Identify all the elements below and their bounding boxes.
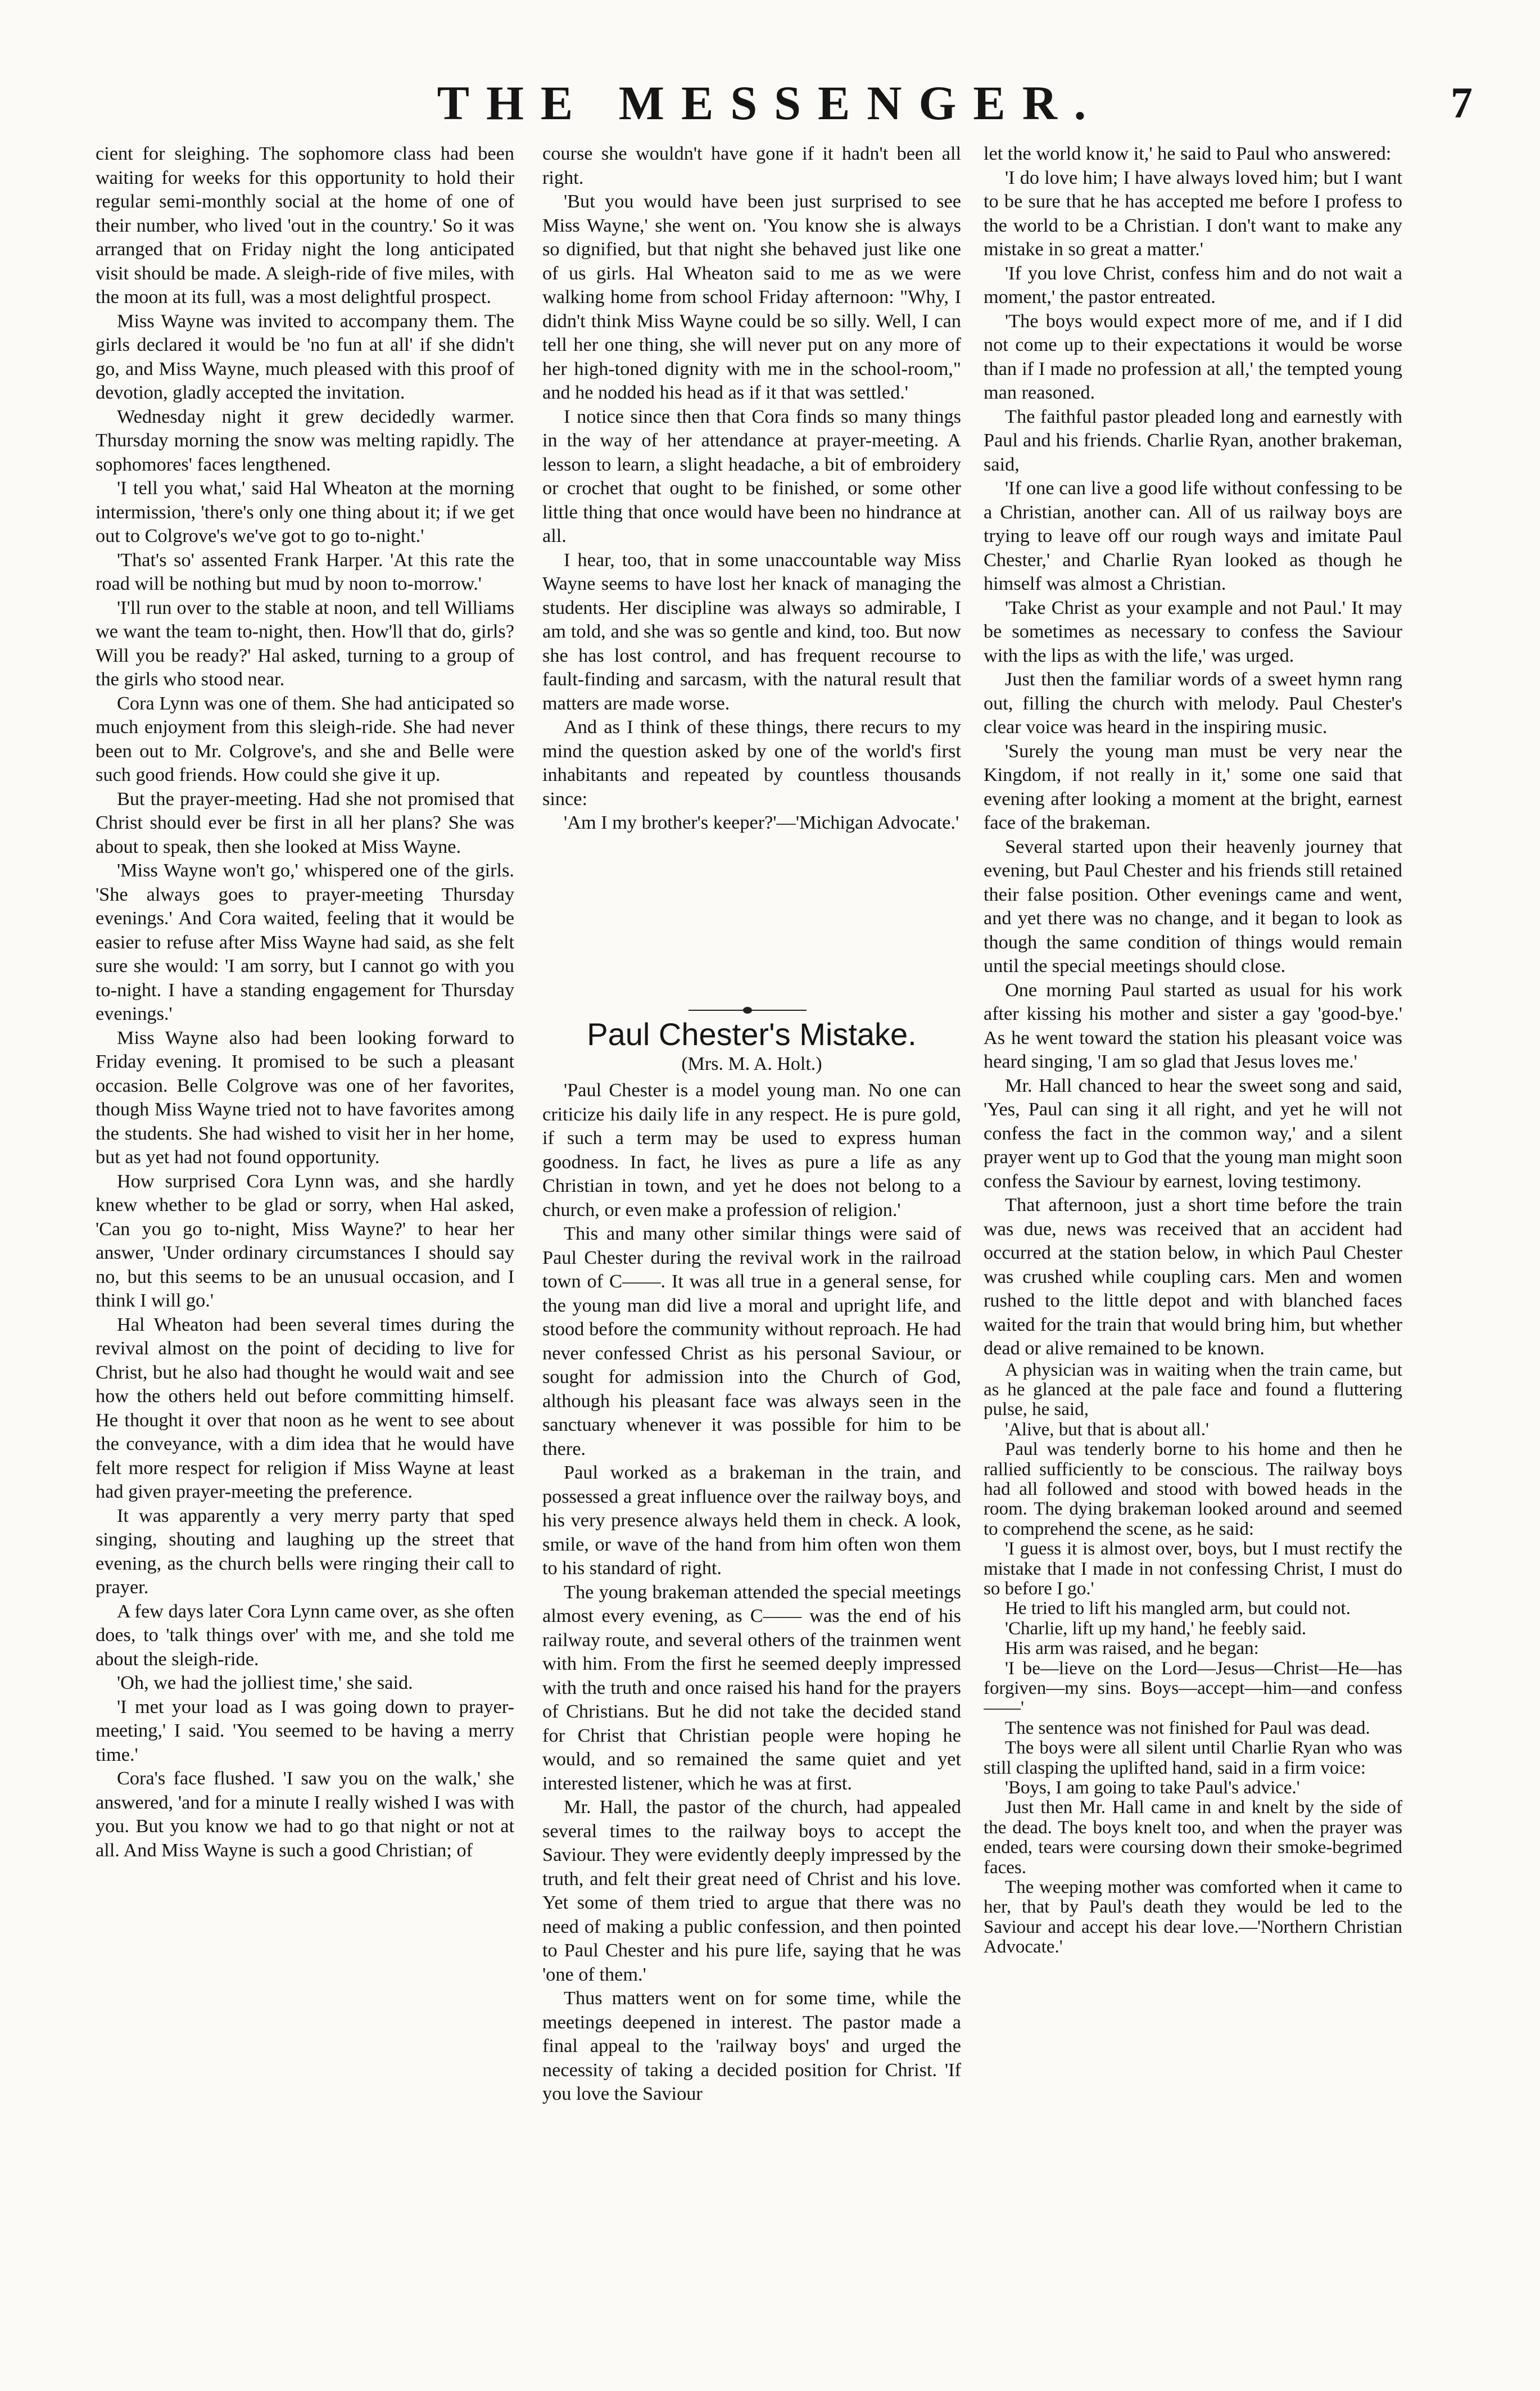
paragraph: 'But you would have been just surprised to see Miss Wayne,' she went on. 'You know she is always so dignified, but that night she behaved just like one of us girls. Hal Wheaton said to me as we were walking home from school Friday afternoon: "Why, I didn't think Miss Wayne could be so silly. Well, I can tell her one thing, she will never put on any more of her high-toned dignity with me in the school-room," and he nodded his head as if it that was settled.' bbox=[542, 191, 961, 403]
paragraph: Cora's face flushed. 'I saw you on the walk,' she answered, 'and for a minute I really wished I was with you. But you know we had to go that night or not at all. And Miss Wayne is such a good Christian; of bbox=[96, 1768, 514, 1861]
paragraph: How surprised Cora Lynn was, and she hardly knew whether to be glad or sorry, when Hal asked, 'Can you go to-night, Miss Wayne?' to hear her answer, 'Under ordinary circumstances I should say no, but this seems to be an unusual occasion, and I think I will go.' bbox=[96, 1170, 514, 1311]
paragraph: 'Charlie, lift up my hand,' he feebly said. bbox=[1005, 1618, 1307, 1639]
paragraph: Paul was tenderly borne to his home and then he rallied sufficiently to be conscious. The railway boys had all followed and stood with bowed heads in the room. The dying brakeman looked around and seemed to comprehend the scene, as he said: bbox=[984, 1439, 1402, 1539]
paragraph: 'Oh, we had the jolliest time,' she said. bbox=[117, 1672, 413, 1693]
paragraph: Just then the familiar words of a sweet hymn rang out, filling the church with melody. Paul Chester's clear voice was heard in the inspiring music. bbox=[984, 668, 1402, 738]
paragraph: cient for sleighing. The sophomore class had been waiting for weeks for this opportunity to hold their regular semi-monthly social at the home of one of their number, who lived 'out in the country.' So it was arranged that on Friday night the long anticipated visit should be made. A sleigh-ride of five miles, with the moon at its full, was a most delightful prospect. bbox=[96, 143, 514, 308]
divider-ornament bbox=[743, 1007, 752, 1014]
paragraph: 'Alive, but that is about all.' bbox=[1005, 1419, 1209, 1440]
paragraph: 'Miss Wayne won't go,' whispered one of the girls. 'She always goes to prayer-meeting Thursday evenings.' And Cora waited, feeling that it would be easier to refuse after Miss Wayne had said, as she felt sure she would: 'I am sorry, but I cannot go with you to-night. I have a standing engagement for Thursday evenings.' bbox=[96, 860, 514, 1024]
paragraph: This and many other similar things were said of Paul Chester during the revival work in the railroad town of C——. It was all true in a general sense, for the young man did live a moral and upright life, and stood before the community without reproach. He had never confessed Christ as his personal Saviour, or sought for admission into the Church of God, although his pleasant face was always seen in the sanctuary whenever it was possible for him to be there. bbox=[542, 1223, 961, 1459]
article-headline: Paul Chester's Mistake. bbox=[587, 1016, 917, 1052]
paragraph: 'I tell you what,' said Hal Wheaton at the morning intermission, 'there's only one thing about it; if we get out to Colgrove's we've got to go to-night.' bbox=[96, 477, 514, 546]
paragraph: Hal Wheaton had been several times during the revival almost on the point of deciding to live for Christ, but he also had thought he would wait and see how the others held out before committing himself. He thought it over that noon as he went to see about the conveyance, with a dim idea that he would have felt more respect for religion if Miss Wayne at least had given prayer-meeting the preference. bbox=[96, 1313, 514, 1502]
paragraph: I notice since then that Cora finds so many things in the way of her attendance at prayer-meeting. A lesson to learn, a slight headache, a bit of embroidery or crochet that ought to be finished, or some other little thing that once would have been no hindrance at all. bbox=[542, 405, 961, 546]
paragraph: 'If you love Christ, confess him and do not wait a moment,' the pastor entreated. bbox=[984, 262, 1402, 308]
paragraph: 'Am I my brother's keeper?'—'Michigan Advocate.' bbox=[564, 812, 959, 833]
paragraph: Miss Wayne was invited to accompany them. The girls declared it would be 'no fun at all' if she didn't go, and Miss Wayne, much pleased with this proof of devotion, gladly accepted the invitation. bbox=[96, 310, 514, 403]
paragraph: A physician was in waiting when the train came, but as he glanced at the pale face and found a fluttering pulse, he said, bbox=[984, 1359, 1402, 1420]
page-number: 7 bbox=[1451, 78, 1473, 127]
paragraph: That afternoon, just a short time before the train was due, news was received that an accident had occurred at the station below, in which Paul Chester was crushed while coupling cars. Men and women rushed to the little depot and with blanched faces waited for the train that would bring him, but whether dead or alive remained to be known. bbox=[984, 1194, 1402, 1359]
paragraph: 'Paul Chester is a model young man. No one can criticize his daily life in any respect. He is pure gold, if such a term may be used to express human goodness. In fact, he lives as pure a life as any Christian in town, and yet he does not belong to a church, or even make a profession of religion.' bbox=[542, 1079, 961, 1221]
paragraph: I hear, too, that in some unaccountable way Miss Wayne seems to have lost her knack of managing the students. Her discipline was always so admirable, I am told, and she was so gentle and kind, too. But now she has lost control, and has frequent recourse to fault-finding and sarcasm, with the natural result that matters are made worse. bbox=[542, 549, 961, 714]
small-type-section bbox=[984, 1361, 1402, 1958]
paragraph: A few days later Cora Lynn came over, as she often does, to 'talk things over' with me, and she told me about the sleigh-ride. bbox=[96, 1600, 514, 1670]
section-divider bbox=[689, 1006, 807, 1014]
column-right bbox=[984, 142, 1402, 2368]
paragraph: It was apparently a very merry party that sped singing, shouting and laughing up the street that evening, as the church bells were ringing their call to prayer. bbox=[96, 1504, 514, 1598]
paragraph: The boys were all silent until Charlie Ryan who was still clasping the uplifted hand, said in a firm voice: bbox=[984, 1738, 1402, 1778]
paragraph: 'I met your load as I was going down to prayer-meeting,' I said. 'You seemed to be having a merry time.' bbox=[96, 1696, 514, 1765]
paragraph: 'I'll run over to the stable at noon, and tell Williams we want the team to-night, then. How'll that do, girls? Will you be ready?' Hal asked, turning to a group of the girls who stood near. bbox=[96, 596, 514, 690]
paragraph: 'Take Christ as your example and not Paul.' It may be sometimes as necessary to confess the Saviour with the lips as with the life,' was urged. bbox=[984, 596, 1402, 666]
masthead bbox=[0, 72, 1540, 134]
paragraph: Paul worked as a brakeman in the train, and possessed a great influence over the railway boys, and his very presence always held them in check. A look, smile, or wave of the hand from him often won them to his standard of right. bbox=[542, 1462, 961, 1579]
paragraph: 'I be—lieve on the Lord—Jesus—Christ—He—has forgiven—my sins. Boys—accept—him—and confess——' bbox=[984, 1658, 1402, 1719]
paragraph: The young brakeman attended the special meetings almost every evening, as C—— was the end of his railway route, and several others of the trainmen went with him. From the first he seemed deeply impressed with the truth and once raised his hand for the prayers of Christians. But he did not take the decided stand for Christ that Christian people were hoping he would, and so remained the same quiet and yet interested listener, which he was at first. bbox=[542, 1581, 961, 1794]
paragraph: Mr. Hall chanced to hear the sweet song and said, 'Yes, Paul can sing it all right, and yet he will not confess the fact in the common way,' and a silent prayer went up to God that the young man might soon confess the Saviour by earnest, loving testimony. bbox=[984, 1074, 1402, 1192]
column-middle-bottom bbox=[542, 1078, 961, 2371]
paragraph: He tried to lift his mangled arm, but could not. bbox=[1005, 1598, 1351, 1619]
paragraph: Wednesday night it grew decidedly warmer. Thursday morning the snow was melting rapidly. The sophomores' faces lengthened. bbox=[96, 405, 514, 475]
masthead-title: THE MESSENGER. bbox=[437, 76, 1103, 130]
paragraph: 'I do love him; I have always loved him; but I want to be sure that he has accepted me before I profess to the world to be a Christian. I don't want to make any mistake in so great a matter.' bbox=[984, 166, 1402, 260]
paragraph: Miss Wayne also had been looking forward to Friday evening. It promised to be such a pleasant occasion. Belle Colgrove was one of her favorites, though Miss Wayne tried not to have favorites among the students. She had wished to visit her in her home, but as yet had not found opportunity. bbox=[96, 1027, 514, 1168]
paragraph: His arm was raised, and he began: bbox=[1005, 1638, 1259, 1659]
paragraph: The faithful pastor pleaded long and earnestly with Paul and his friends. Charlie Ryan, another brakeman, said, bbox=[984, 405, 1402, 475]
paragraph: 'I guess it is almost over, boys, but I must rectify the mistake that I made in not confessing Christ, I must do so before I go.' bbox=[984, 1539, 1402, 1599]
paragraph: Thus matters went on for some time, while the meetings deepened in interest. The pastor made a final appeal to the 'railway boys' and urged the necessity of taking a decided position for Christ. 'If you love the Saviour bbox=[542, 1987, 961, 2104]
paragraph: Mr. Hall, the pastor of the church, had appealed several times to the railway boys to accept the Saviour. They were evidently deeply impressed by the truth, and felt their great need of Christ and his love. Yet some of them tried to argue that there was no need of making a public confession, and then pointed to Paul Chester and his pure life, saying that he was 'one of them.' bbox=[542, 1796, 961, 1985]
paragraph: 'If one can live a good life without confessing to be a Christian, another can. All of us railway boys are trying to leave off our rough ways and imitate Paul Chester,' and Charlie Ryan looked as though he himself was almost a Christian. bbox=[984, 477, 1402, 594]
column-left bbox=[96, 142, 514, 2368]
paragraph: The sentence was not finished for Paul was dead. bbox=[1005, 1717, 1370, 1738]
article-byline: (Mrs. M. A. Holt.) bbox=[681, 1054, 822, 1074]
paragraph: course she wouldn't have gone if it hadn't been all right. bbox=[542, 143, 961, 188]
paragraph: 'The boys would expect more of me, and if I did not come up to their expectations it would be worse than if I made no profession at all,' the tempted young man reasoned. bbox=[984, 310, 1402, 403]
column-middle-top bbox=[542, 142, 961, 996]
paragraph: 'Surely the young man must be very near the Kingdom, if not really in it,' some one said that evening after looking a moment at the bright, earnest face of the brakeman. bbox=[984, 740, 1402, 833]
paragraph: Cora Lynn was one of them. She had anticipated so much enjoyment from this sleigh-ride. She had never been out to Mr. Colgrove's, and she and Belle were such good friends. How could she give it up. bbox=[96, 692, 514, 785]
paragraph: 'That's so' assented Frank Harper. 'At this rate the road will be nothing but mud by noon to-morrow.' bbox=[96, 549, 514, 594]
paragraph: let the world know it,' he said to Paul who answered: bbox=[984, 143, 1392, 164]
paragraph: Several started upon their heavenly journey that evening, but Paul Chester and his friends still retained their false position. Other evenings came and went, and yet there was no change, and it began to look as though the same condition of things would remain until the special meetings should close. bbox=[984, 835, 1402, 977]
paragraph: Just then Mr. Hall came in and knelt by the side of the dead. The boys knelt too, and when the prayer was ended, tears were coursing down their smoke-begrimed faces. bbox=[984, 1797, 1402, 1878]
paragraph: 'Boys, I am going to take Paul's advice.' bbox=[1005, 1778, 1300, 1798]
paragraph: The weeping mother was comforted when it came to her, that by Paul's death they would be led to the Saviour and accept his dear love.—'Northern Christian Advocate.' bbox=[984, 1877, 1402, 1958]
paragraph: But the prayer-meeting. Had she not promised that Christ should ever be first in all her plans? She was about to speak, then she looked at Miss Wayne. bbox=[96, 788, 514, 857]
paragraph: One morning Paul started as usual for his work after kissing his mother and sister a gay 'good-bye.' As he went toward the station his pleasant voice was heard singing, 'I am so glad that Jesus loves me.' bbox=[984, 979, 1402, 1072]
paragraph: And as I think of these things, there recurs to my mind the question asked by one of the world's first inhabitants and repeated by countless thousands since: bbox=[542, 716, 961, 810]
